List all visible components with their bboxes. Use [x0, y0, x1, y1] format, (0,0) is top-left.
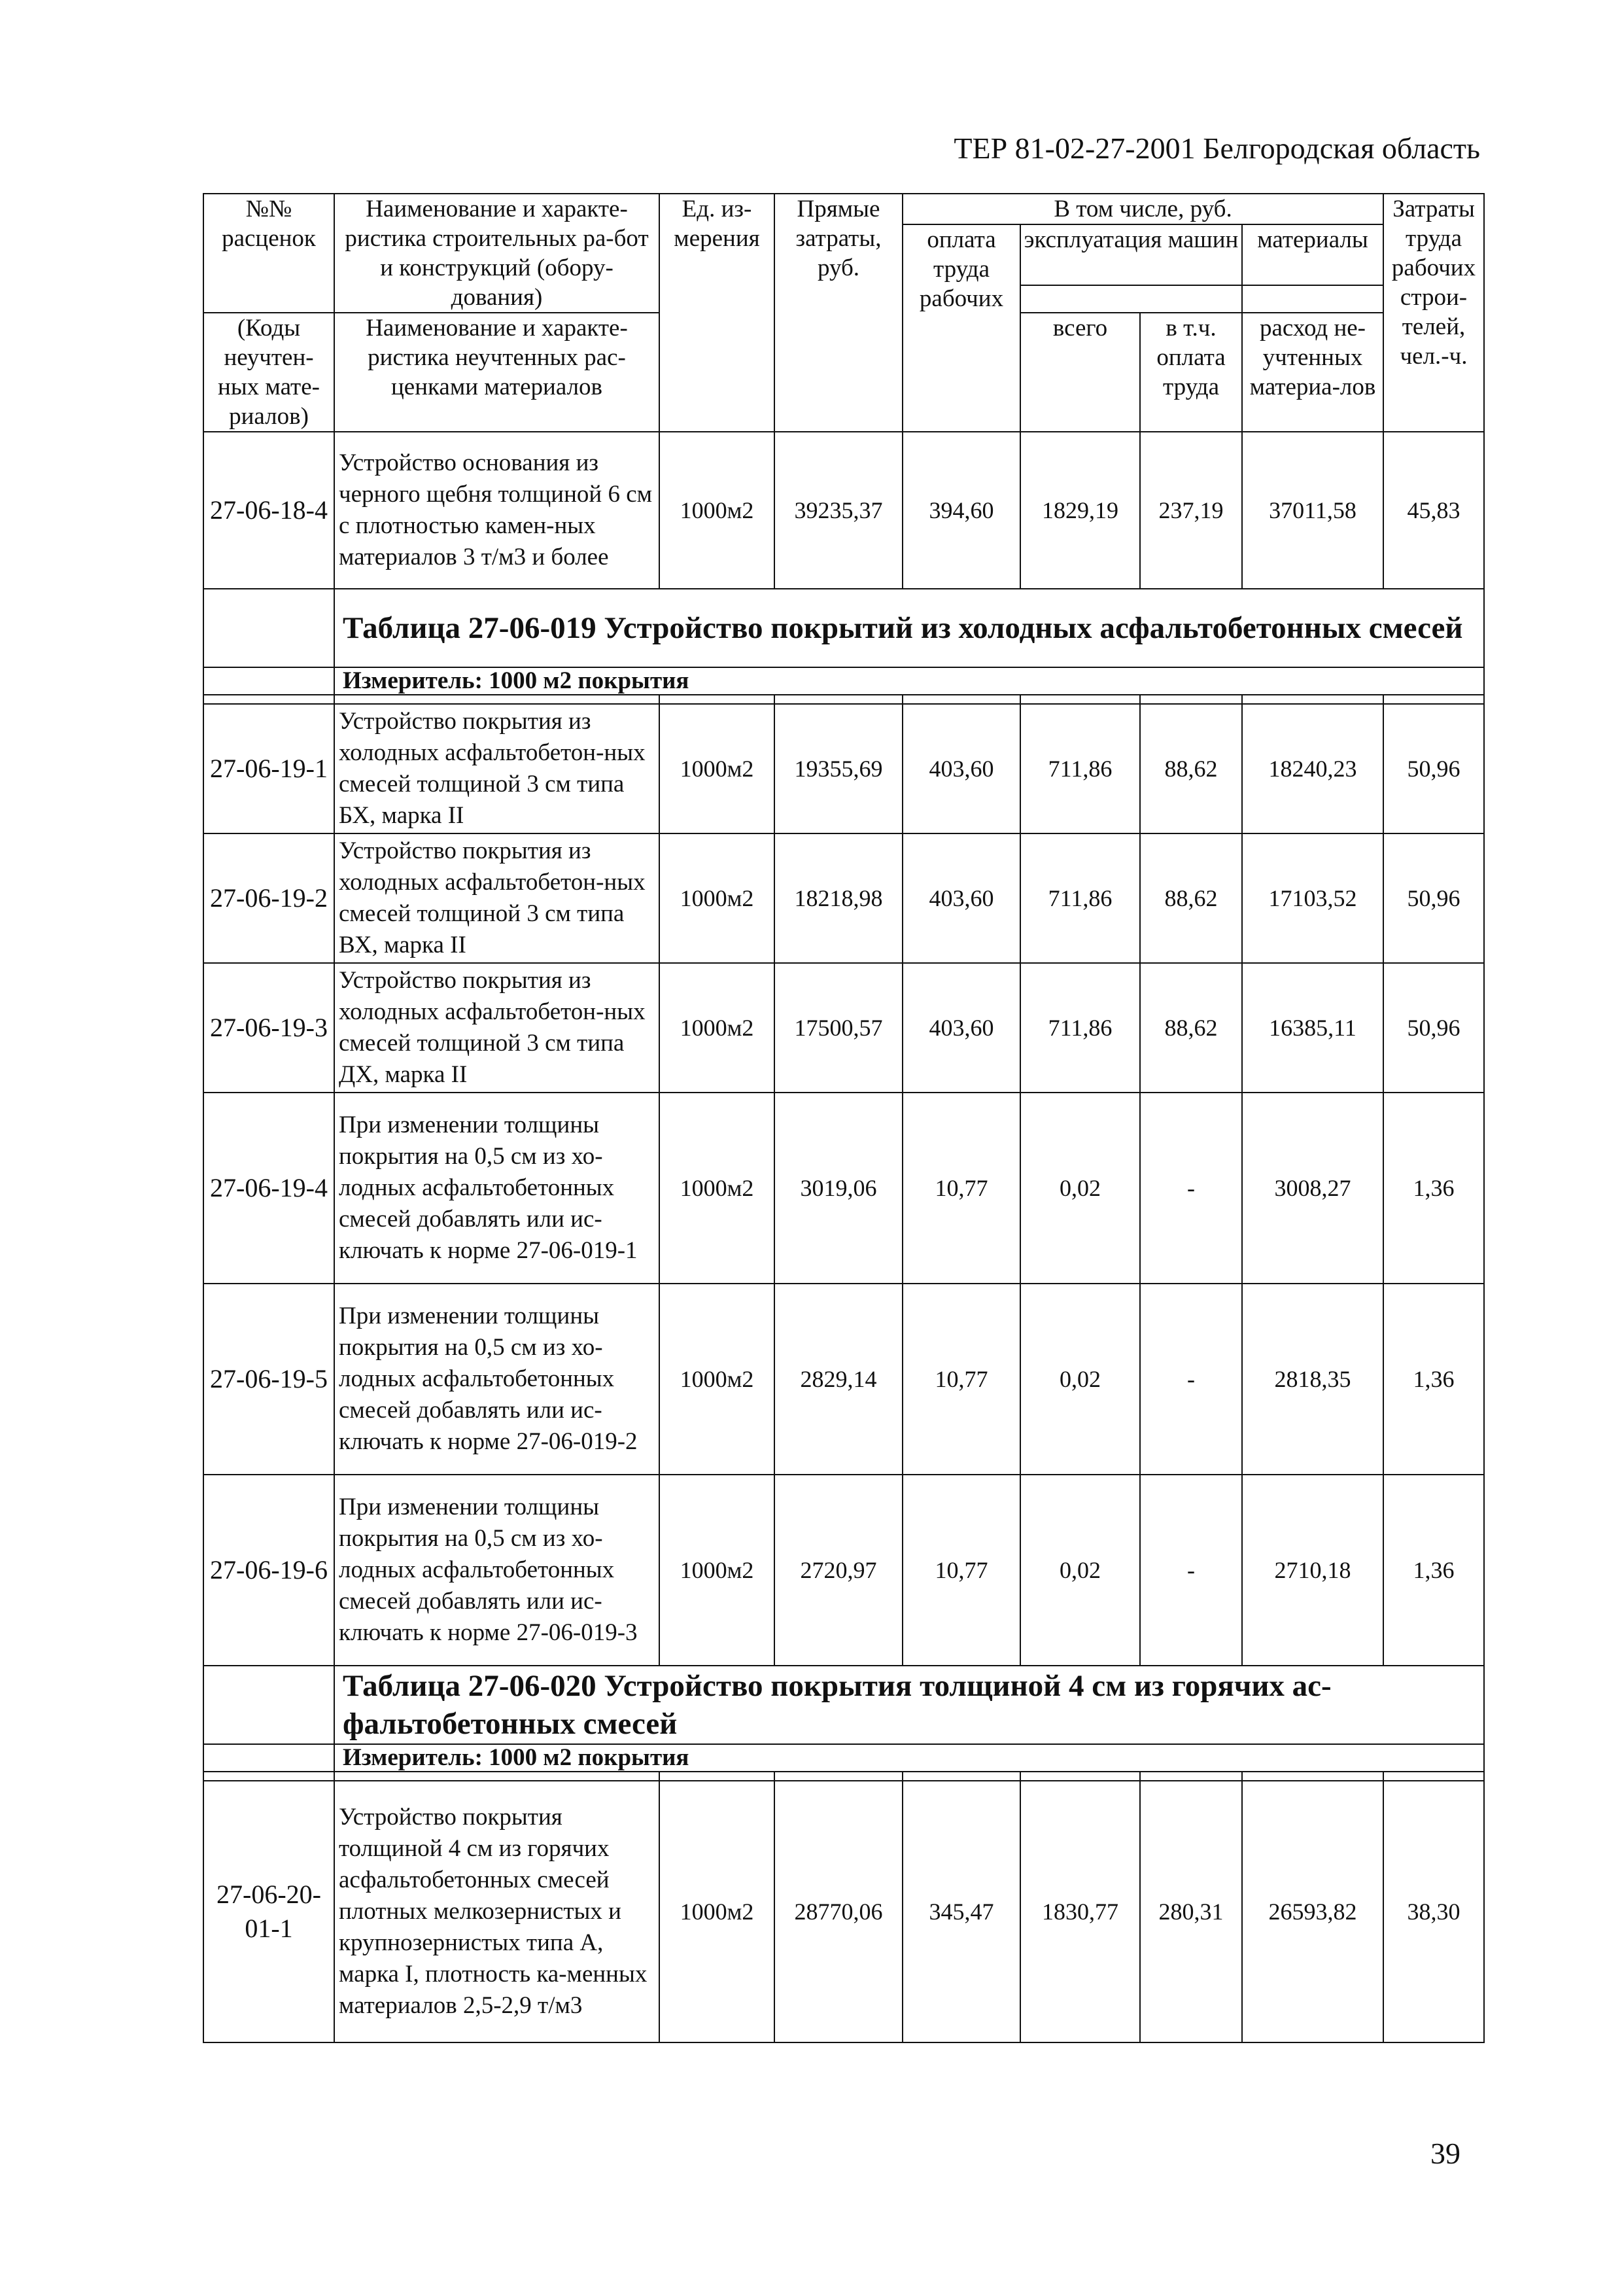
cell-machines: 1830,77	[1020, 1781, 1140, 2042]
spacer-cell	[1383, 1772, 1484, 1781]
table-meter: Измеритель: 1000 м2 покрытия	[334, 1744, 1484, 1772]
spacer-cell	[774, 695, 903, 704]
cell-labor: 1,36	[1383, 1093, 1484, 1284]
cell-unit: 1000м2	[659, 1781, 774, 2042]
cell-name: При изменении толщины покрытия на 0,5 см из хо-лодных асфальтобетонных смесей добавлять или ис-ключать к норме 27-06-019-3	[334, 1475, 659, 1666]
cell-machine-wages: 88,62	[1140, 704, 1242, 833]
table-row	[203, 432, 1484, 589]
cell-wages: 10,77	[903, 1475, 1020, 1666]
table-title-row	[203, 1666, 1484, 1744]
header-row-1	[203, 194, 1484, 224]
cell-name: Устройство покрытия из холодных асфальтобетон-ных смесей толщиной 3 см типа ВХ, марка II	[334, 833, 659, 963]
cell-labor: 45,83	[1383, 432, 1484, 589]
col-header-wages: оплата труда рабочих	[903, 224, 1020, 432]
cell-machines: 711,86	[1020, 963, 1140, 1093]
cell-code: 27-06-19-1	[203, 704, 334, 833]
col-header-name: Наименование и характе-ристика строительных ра-бот и конструкций (обору-дования)	[334, 194, 659, 313]
empty-cell	[203, 589, 334, 667]
col-header-machines-wages: в т.ч. оплата труда	[1140, 313, 1242, 432]
cell-unit: 1000м2	[659, 1284, 774, 1475]
spacer-cell	[659, 695, 774, 704]
cell-unit: 1000м2	[659, 704, 774, 833]
cell-labor: 38,30	[1383, 1781, 1484, 2042]
cell-direct: 2829,14	[774, 1284, 903, 1475]
cell-code: 27-06-20-01-1	[203, 1781, 334, 2042]
table-row	[203, 1093, 1484, 1284]
spacer-row	[203, 1772, 1484, 1781]
cell-name: При изменении толщины покрытия на 0,5 см из хо-лодных асфальтобетонных смесей добавлять или ис-ключать к норме 27-06-019-1	[334, 1093, 659, 1284]
cell-wages: 10,77	[903, 1093, 1020, 1284]
cell-machine-wages: 88,62	[1140, 833, 1242, 963]
spacer-cell	[1140, 695, 1242, 704]
cell-unit: 1000м2	[659, 432, 774, 589]
cell-labor: 1,36	[1383, 1475, 1484, 1666]
cell-materials: 3008,27	[1242, 1093, 1383, 1284]
table-row	[203, 1781, 1484, 2042]
spacer-cell	[903, 1772, 1020, 1781]
col-header-labor: Затраты труда рабочих строи-телей, чел.-ч.	[1383, 194, 1484, 432]
spacer-cell	[334, 1772, 659, 1781]
cell-machine-wages: -	[1140, 1093, 1242, 1284]
cell-machine-wages: -	[1140, 1475, 1242, 1666]
spacer-cell	[1242, 1772, 1383, 1781]
spacer-cell	[203, 1772, 334, 1781]
cell-wages: 345,47	[903, 1781, 1020, 2042]
col-header-code: №№ расценок	[203, 194, 334, 313]
cell-wages: 403,60	[903, 963, 1020, 1093]
col-header-direct: Прямые затраты, руб.	[774, 194, 903, 432]
table-title-row	[203, 589, 1484, 667]
cell-name: Устройство покрытия из холодных асфальтобетон-ных смесей толщиной 3 см типа БХ, марка II	[334, 704, 659, 833]
table-row	[203, 704, 1484, 833]
cell-materials: 18240,23	[1242, 704, 1383, 833]
cell-code: 27-06-19-5	[203, 1284, 334, 1475]
table-row	[203, 1284, 1484, 1475]
cell-machine-wages: 237,19	[1140, 432, 1242, 589]
spacer-cell	[1242, 695, 1383, 704]
header-filler	[1020, 285, 1242, 313]
col-header-materials-usage: расход не-учтенных материа-лов	[1242, 313, 1383, 432]
cell-machines: 1829,19	[1020, 432, 1140, 589]
table-meter: Измеритель: 1000 м2 покрытия	[334, 667, 1484, 695]
cell-name: Устройство покрытия из холодных асфальтобетон-ных смесей толщиной 3 см типа ДХ, марка II	[334, 963, 659, 1093]
cell-labor: 50,96	[1383, 963, 1484, 1093]
cell-machine-wages: 280,31	[1140, 1781, 1242, 2042]
col-header-name-unaccounted: Наименование и характе-ристика неучтенных рас-ценками материалов	[334, 313, 659, 432]
table-title: Таблица 27-06-020 Устройство покрытия толщиной 4 см из горячих ас-фальтобетонных смесей	[334, 1666, 1484, 1744]
table-meter-row	[203, 667, 1484, 695]
empty-cell	[203, 1666, 334, 1744]
empty-cell	[203, 667, 334, 695]
cell-name: При изменении толщины покрытия на 0,5 см из хо-лодных асфальтобетонных смесей добавлять или ис-ключать к норме 27-06-019-2	[334, 1284, 659, 1475]
col-header-machines-total: всего	[1020, 313, 1140, 432]
cell-unit: 1000м2	[659, 1475, 774, 1666]
cell-machines: 0,02	[1020, 1284, 1140, 1475]
cell-labor: 50,96	[1383, 833, 1484, 963]
cell-machines: 0,02	[1020, 1475, 1140, 1666]
cell-wages: 10,77	[903, 1284, 1020, 1475]
cell-labor: 50,96	[1383, 704, 1484, 833]
header-filler	[1242, 285, 1383, 313]
cell-materials: 2710,18	[1242, 1475, 1383, 1666]
rates-table	[203, 193, 1485, 2043]
cell-machine-wages: 88,62	[1140, 963, 1242, 1093]
col-header-code-unaccounted: (Коды неучтен-ных мате-риалов)	[203, 313, 334, 432]
cell-direct: 19355,69	[774, 704, 903, 833]
spacer-cell	[1020, 695, 1140, 704]
col-header-including: В том числе, руб.	[903, 194, 1383, 224]
cell-code: 27-06-19-2	[203, 833, 334, 963]
page-number: 39	[1430, 2137, 1460, 2170]
col-header-machines: эксплуатация машин	[1020, 224, 1242, 285]
cell-code: 27-06-19-6	[203, 1475, 334, 1666]
table-meter-row	[203, 1744, 1484, 1772]
cell-direct: 18218,98	[774, 833, 903, 963]
cell-name: Устройство основания из черного щебня толщиной 6 см с плотностью камен-ных материалов 3 т/м3 и более	[334, 432, 659, 589]
cell-machines: 711,86	[1020, 704, 1140, 833]
document-header: ТЕР 81-02-27-2001 Белгородская область	[954, 131, 1480, 165]
cell-direct: 39235,37	[774, 432, 903, 589]
cell-direct: 2720,97	[774, 1475, 903, 1666]
cell-unit: 1000м2	[659, 833, 774, 963]
spacer-cell	[903, 695, 1020, 704]
cell-wages: 403,60	[903, 833, 1020, 963]
spacer-cell	[203, 695, 334, 704]
empty-cell	[203, 1744, 334, 1772]
spacer-cell	[1140, 1772, 1242, 1781]
cell-direct: 17500,57	[774, 963, 903, 1093]
cell-materials: 16385,11	[1242, 963, 1383, 1093]
col-header-materials: материалы	[1242, 224, 1383, 285]
cell-code: 27-06-18-4	[203, 432, 334, 589]
cell-code: 27-06-19-3	[203, 963, 334, 1093]
cell-wages: 394,60	[903, 432, 1020, 589]
spacer-row	[203, 695, 1484, 704]
table-title: Таблица 27-06-019 Устройство покрытий из холодных асфальтобетонных смесей	[334, 589, 1484, 667]
cell-direct: 3019,06	[774, 1093, 903, 1284]
cell-materials: 26593,82	[1242, 1781, 1383, 2042]
col-header-unit: Ед. из-мерения	[659, 194, 774, 432]
table-row	[203, 1475, 1484, 1666]
cell-unit: 1000м2	[659, 1093, 774, 1284]
cell-code: 27-06-19-4	[203, 1093, 334, 1284]
cell-name: Устройство покрытия толщиной 4 см из горячих асфальтобетонных смесей плотных мелкозернистых и крупнозернистых типа А, марка I, плотность ка-менных материалов 2,5-2,9 т/м3	[334, 1781, 659, 2042]
cell-unit: 1000м2	[659, 963, 774, 1093]
spacer-cell	[774, 1772, 903, 1781]
spacer-cell	[1383, 695, 1484, 704]
cell-wages: 403,60	[903, 704, 1020, 833]
cell-machines: 0,02	[1020, 1093, 1140, 1284]
cell-materials: 37011,58	[1242, 432, 1383, 589]
spacer-cell	[659, 1772, 774, 1781]
cell-materials: 2818,35	[1242, 1284, 1383, 1475]
cell-machines: 711,86	[1020, 833, 1140, 963]
cell-materials: 17103,52	[1242, 833, 1383, 963]
table-row	[203, 963, 1484, 1093]
spacer-cell	[1020, 1772, 1140, 1781]
cell-machine-wages: -	[1140, 1284, 1242, 1475]
cell-labor: 1,36	[1383, 1284, 1484, 1475]
spacer-cell	[334, 695, 659, 704]
cell-direct: 28770,06	[774, 1781, 903, 2042]
table-row	[203, 833, 1484, 963]
